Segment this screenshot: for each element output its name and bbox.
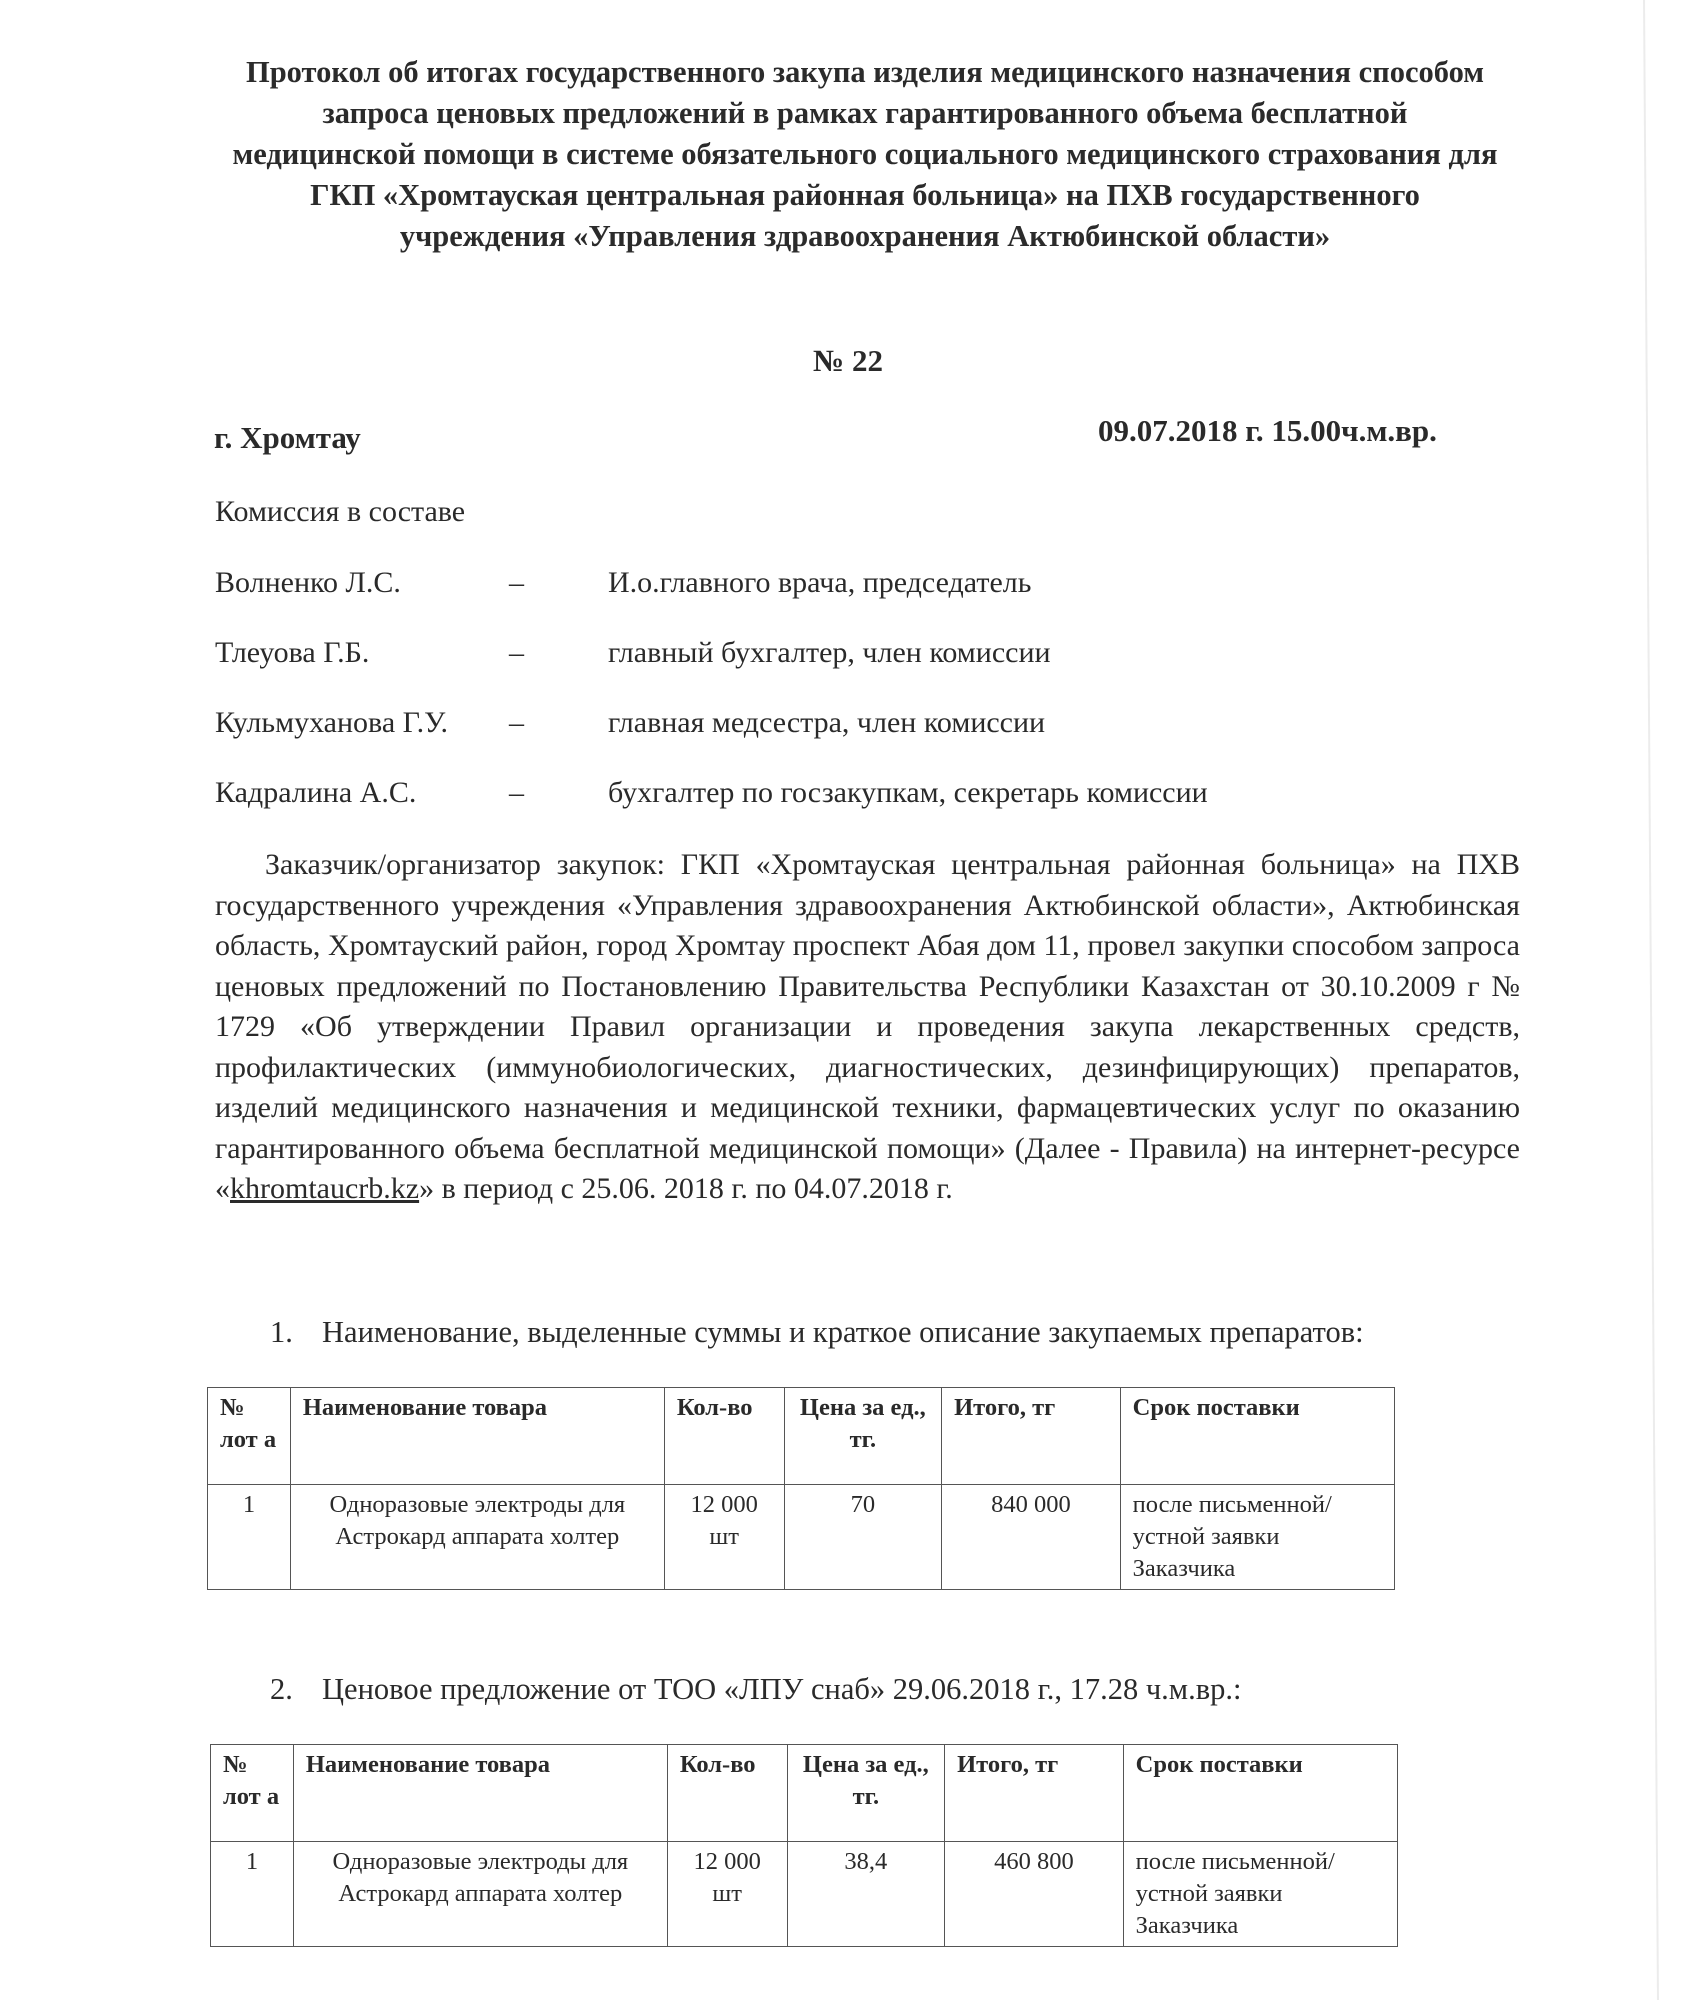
header-total: Итого, тг: [945, 1745, 1124, 1842]
header-lot-number: № лот а: [211, 1745, 294, 1842]
cell-item-name: Одноразовые электроды для Астрокард аппарата холтер: [293, 1842, 667, 1947]
header-quantity: Кол-во: [664, 1388, 784, 1485]
member-dash: –: [509, 566, 524, 599]
price-offer-table: [210, 1744, 1398, 1947]
table-header-row: [208, 1388, 1395, 1485]
commission-member: [215, 776, 1415, 816]
city: г. Хромтау: [214, 420, 361, 455]
allocated-lots-table: [207, 1387, 1395, 1590]
cell-lot-number: 1: [208, 1485, 291, 1590]
member-role: главная медсестра, член комиссии: [608, 706, 1046, 739]
section-number: 1.: [270, 1315, 293, 1349]
member-dash: –: [509, 706, 524, 739]
table-row: [208, 1485, 1395, 1590]
cell-quantity: 12 000 шт: [664, 1485, 784, 1590]
cell-unit-price: 70: [784, 1485, 942, 1590]
cell-delivery-term: после письменной/устной заявки Заказчика: [1120, 1485, 1394, 1590]
cell-total: 460 800: [945, 1842, 1124, 1947]
header-delivery-term: Срок поставки: [1123, 1745, 1397, 1842]
header-total: Итого, тг: [942, 1388, 1121, 1485]
protocol-number: № 22: [813, 343, 883, 378]
paragraph-text-end: » в период с 25.06. 2018 г. по 04.07.2018 г.: [419, 1172, 953, 1205]
header-lot-number: № лот а: [208, 1388, 291, 1485]
table-header-row: [211, 1745, 1398, 1842]
section-heading: [270, 1315, 1364, 1350]
scan-edge: [1643, 0, 1659, 2000]
cell-delivery-term: после письменной/устной заявки Заказчика: [1123, 1842, 1397, 1947]
commission-member: [215, 706, 1415, 746]
member-role: бухгалтер по госзакупкам, секретарь комиссии: [608, 776, 1208, 809]
commission-label: Комиссия в составе: [215, 495, 466, 528]
member-dash: –: [509, 636, 524, 669]
section-number: 2.: [270, 1672, 293, 1706]
member-name: Кадралина А.С.: [215, 776, 417, 809]
header-quantity: Кол-во: [667, 1745, 787, 1842]
cell-lot-number: 1: [211, 1842, 294, 1947]
section-title: Ценовое предложение от ТОО «ЛПУ снаб» 29.06.2018 г., 17.28 ч.м.вр.:: [322, 1672, 1242, 1706]
section-heading: [270, 1672, 1241, 1707]
cell-item-name: Одноразовые электроды для Астрокард аппарата холтер: [290, 1485, 664, 1590]
member-role: И.о.главного врача, председатель: [608, 566, 1032, 599]
commission-member: [215, 636, 1415, 676]
member-name: Кульмуханова Г.У.: [215, 706, 448, 739]
header-delivery-term: Срок поставки: [1120, 1388, 1394, 1485]
protocol-datetime: 09.07.2018 г. 15.00ч.м.вр.: [1098, 413, 1437, 448]
cell-unit-price: 38,4: [787, 1842, 945, 1947]
member-name: Волненко Л.С.: [215, 566, 401, 599]
table-row: [211, 1842, 1398, 1947]
header-item-name: Наименование товара: [290, 1388, 664, 1485]
cell-quantity: 12 000 шт: [667, 1842, 787, 1947]
website-link[interactable]: khromtaucrb.kz: [230, 1172, 420, 1205]
member-name: Тлеуова Г.Б.: [215, 636, 370, 669]
commission-member: [215, 566, 1415, 606]
member-role: главный бухгалтер, член комиссии: [608, 636, 1051, 669]
procurement-description: [215, 845, 1520, 1210]
header-item-name: Наименование товара: [293, 1745, 667, 1842]
header-unit-price: Цена за ед., тг.: [787, 1745, 945, 1842]
header-unit-price: Цена за ед., тг.: [784, 1388, 942, 1485]
paragraph-text: Заказчик/организатор закупок: ГКП «Хромтауская центральная районная больница» на ПХВ государственного учреждения «Управления здравоохранения Актюбинской области», Актюбинская область, Хромтауский район, город Хромтау проспект Абая дом 11, провел закупки способом запроса ценовых предложений по Постановлению Правительства Республики Казахстан от 30.10.2009 г № 1729 «Об утверждении Правил организации и проведения закупа лекарственных средств, профилактических (иммунобиологических, диагностических, дезинфицирующих) препаратов, изделий медицинского назначения и медицинской техники, фармацевтических услуг по оказанию гарантированного объема бесплатной медицинской помощи» (Далее - Правила) на интернет-ресурсе «: [215, 848, 1520, 1205]
member-dash: –: [509, 776, 524, 809]
document-title: Протокол об итогах государственного закупа изделия медицинского назначения способом запроса ценовых предложений в рамках гарантированного объема бесплатной медицинской помощи в системе обязательного социального медицинского страхования для ГКП «Хромтауская центральная районная больница» на ПХВ государственного учреждения «Управления здравоохранения Актюбинской области»: [232, 55, 1498, 253]
cell-total: 840 000: [942, 1485, 1121, 1590]
section-title: Наименование, выделенные суммы и краткое описание закупаемых препаратов:: [322, 1315, 1364, 1349]
